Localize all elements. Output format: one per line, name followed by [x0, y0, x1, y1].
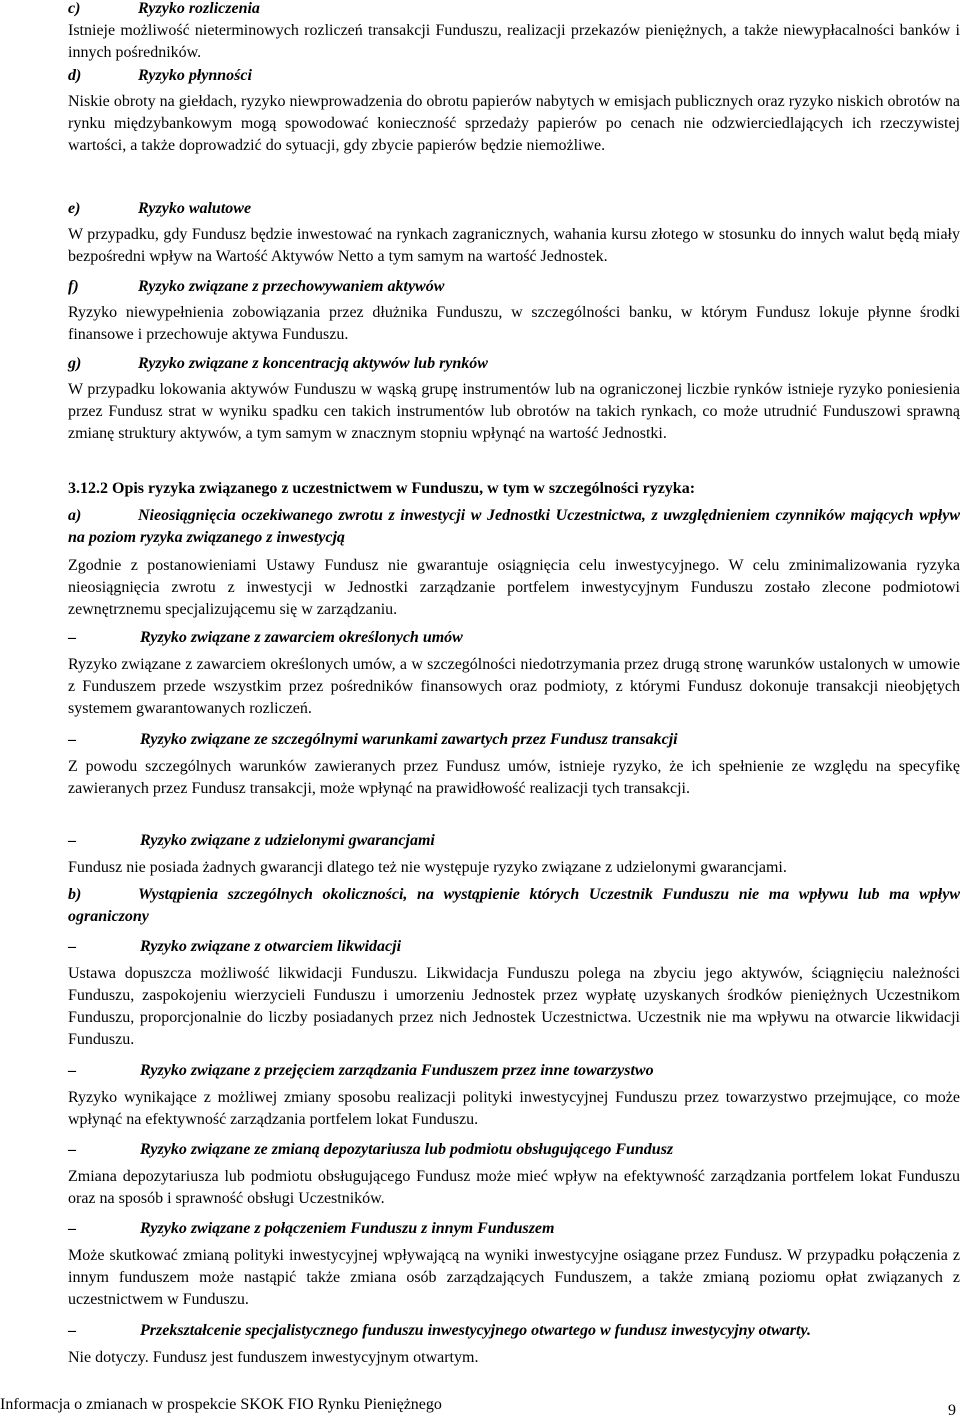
part-label: a) — [68, 507, 82, 524]
section-g — [68, 353, 960, 445]
section-label: g) — [68, 355, 82, 372]
section-heading — [68, 65, 960, 87]
risk-item — [68, 627, 960, 720]
dash-bullet: – — [68, 731, 76, 748]
part-label: b) — [68, 886, 82, 903]
risk-text: Fundusz nie posiada żadnych gwarancji dlatego też nie występuje ryzyko związane z udzielonymi gwarancjami. — [68, 859, 787, 876]
section-label: d) — [68, 67, 82, 84]
part-b — [68, 884, 960, 928]
dash-bullet: – — [68, 938, 76, 955]
risk-title: Ryzyko związane ze zmianą depozytariusza lub podmiotu obsługującego Fundusz — [140, 1141, 674, 1158]
risk-item — [68, 1060, 960, 1131]
dash-bullet: – — [68, 629, 76, 646]
dash-bullet: – — [68, 1322, 76, 1339]
page-number: 9 — [948, 1402, 956, 1419]
section-text: Istnieje możliwość nieterminowych rozliczeń transakcji Funduszu, realizacji przekazów pieniężnych, a także niewypłacalności banków i innych pośredników. — [68, 22, 960, 61]
risk-text: Ryzyko wynikające z możliwej zmiany sposobu realizacji polityki inwestycyjnej Funduszu przez towarzystwo przejmujące, co może wpłynąć na efektywność zarządzania portfelem lokat Funduszu. — [68, 1089, 960, 1128]
section-f — [68, 276, 960, 346]
section-heading — [68, 0, 960, 20]
section-label: e) — [68, 200, 81, 217]
risk-heading — [68, 1139, 960, 1161]
risk-text: Zmiana depozytariusza lub podmiotu obsługującego Fundusz może mieć wpływ na efektywność zarządzania portfelem lokat Funduszu oraz na sposób i sprawność obsługi Uczestników. — [68, 1168, 960, 1207]
dash-bullet: – — [68, 1141, 76, 1158]
dash-bullet: – — [68, 1220, 76, 1237]
part-a — [68, 505, 960, 621]
risk-heading — [68, 1060, 960, 1082]
risk-heading — [68, 936, 960, 958]
risk-heading — [68, 729, 960, 751]
risk-text: Może skutkować zmianą polityki inwestycyjnej wpływającą na wyniki inwestycyjne osiągane przez Fundusz. W przypadku połączenia z innym funduszem może nastąpić także zmiana osób zarządzających Funduszem, a także zmianą poziomu opłat związanych z uczestnictwem w Funduszu. — [68, 1247, 960, 1308]
part-heading — [68, 884, 960, 928]
section-d — [68, 65, 960, 157]
risk-item — [68, 830, 960, 879]
risk-title: Ryzyko związane z otwarciem likwidacji — [140, 938, 402, 955]
section-heading — [68, 198, 960, 220]
section-title: Ryzyko walutowe — [138, 200, 252, 217]
risk-title: Ryzyko związane z połączeniem Funduszu z innym Funduszem — [140, 1220, 555, 1237]
risk-heading — [68, 830, 960, 852]
section-text: Niskie obroty na giełdach, ryzyko niewprowadzenia do obrotu papierów nabytych w emisjach publicznych oraz ryzyko niskich obrotów na rynku międzybankowym mogą spowodować konieczność sprzedaży papierów po cenach nie odzwierciedlających ich rzeczywistej wartości, a także doprowadzić do sytuacji, gdy zbycie papierów będzie niemożliwe. — [68, 93, 960, 154]
risk-item — [68, 1320, 960, 1369]
risk-item — [68, 1139, 960, 1210]
risk-heading — [68, 627, 960, 649]
section-e — [68, 198, 960, 268]
section-title: Ryzyko związane z koncentracją aktywów lub rynków — [138, 355, 488, 372]
section-title: Ryzyko rozliczenia — [138, 0, 260, 17]
section-title: Ryzyko płynności — [138, 67, 252, 84]
section-c — [68, 0, 960, 64]
section-text: W przypadku lokowania aktywów Funduszu w wąską grupę instrumentów lub na ograniczonej liczbie rynków istnieje ryzyko poniesienia przez Fundusz strat w wyniku spadku cen takich instrumentów lub obrotów na takich rynkach, co może utrudnić Funduszowi sprawną zmianę struktury aktywów, a tym samym w znacznym stopniu wpłynąć na wartość Jednostki. — [68, 381, 960, 442]
risk-heading — [68, 1218, 960, 1240]
section-heading — [68, 276, 960, 298]
risk-title: Ryzyko związane z przejęciem zarządzania Funduszem przez inne towarzystwo — [140, 1062, 654, 1079]
risk-text: Ustawa dopuszcza możliwość likwidacji Funduszu. Likwidacja Funduszu polega na zbyciu jego aktywów, ściągnięciu należności Funduszu, zaspokojeniu wierzycieli Funduszu i umorzeniu Jednostek przez wypłatę uzyskanych środków pieniężnych Uczestnikom Funduszu, proporcjonalnie do liczby posiadanych przez nich Jednostek Uczestnictwa. Uczestnik nie ma wpływu na otwarcie likwidacji Funduszu. — [68, 965, 960, 1048]
risk-item — [68, 936, 960, 1051]
risk-text: Z powodu szczególnych warunków zawieranych przez Fundusz umów, istnieje ryzyko, że ich spełnienie ze względu na specyfikę zawieranych przez Fundusz transakcji, może wpłynąć na prawidłowość realizacji tych transakcji. — [68, 758, 960, 797]
part-heading — [68, 505, 960, 549]
section-text: W przypadku, gdy Fundusz będzie inwestować na rynkach zagranicznych, wahania kursu złotego w stosunku do innych walut będą miały bezpośredni wpływ na Wartość Aktywów Netto a tym samym na wartość Jednostek. — [68, 226, 960, 265]
risk-text: Ryzyko związane z zawarciem określonych umów, a w szczególności niedotrzymania przez drugą stronę warunków ustalonych w umowie z Funduszem przede wszystkim przez pośredników finansowych oraz podmioty, z którymi Fundusz dokonuje transakcji nieobjętych systemem gwarantowanych rozliczeń. — [68, 656, 960, 717]
dash-bullet: – — [68, 832, 76, 849]
subsection-title: Opis ryzyka związanego z uczestnictwem w Funduszu, w tym w szczególności ryzyka: — [112, 480, 696, 497]
risk-text: Nie dotyczy. Fundusz jest funduszem inwestycyjnym otwartym. — [68, 1349, 479, 1366]
risk-title: Ryzyko związane z zawarciem określonych umów — [140, 629, 463, 646]
part-title: Nieosiągnięcia oczekiwanego zwrotu z inwestycji w Jednostki Uczestnictwa, z uwzględnieniem czynników mających wpływ na poziom ryzyka związanego z inwestycją — [68, 507, 960, 546]
subsection-number: 3.12.2 — [68, 480, 108, 497]
section-label: c) — [68, 0, 81, 17]
section-label: f) — [68, 278, 79, 295]
risk-title: Ryzyko związane ze szczególnymi warunkami zawartych przez Fundusz transakcji — [140, 731, 678, 748]
section-title: Ryzyko związane z przechowywaniem aktywów — [138, 278, 445, 295]
page-footer: Informacja o zmianach w prospekcie SKOK FIO Rynku Pieniężnego — [0, 1396, 442, 1413]
section-text: Ryzyko niewypełnienia zobowiązania przez dłużnika Funduszu, w szczególności banku, w którym Fundusz lokuje płynne środki finansowe i przechowuje aktywa Funduszu. — [68, 304, 960, 343]
risk-item — [68, 1218, 960, 1311]
risk-title: Ryzyko związane z udzielonymi gwarancjami — [140, 832, 435, 849]
risk-heading — [68, 1320, 960, 1342]
section-heading — [68, 353, 960, 375]
subsection-heading — [68, 478, 960, 500]
part-title: Wystąpienia szczególnych okoliczności, na wystąpienie których Uczestnik Funduszu nie ma wpływu lub ma wpływ ograniczony — [68, 886, 960, 925]
risk-item — [68, 729, 960, 800]
part-text: Zgodnie z postanowieniami Ustawy Fundusz nie gwarantuje osiągnięcia celu inwestycyjnego. W celu zminimalizowania ryzyka nieosiągnięcia zwrotu z inwestycji w Jednostki zarządzanie portfelem inwestycyjnym Funduszu zostało zlecone podmiotowi zewnętrznemu specjalizującemu się w zarządzaniu. — [68, 557, 960, 618]
dash-bullet: – — [68, 1062, 76, 1079]
risk-title: Przekształcenie specjalistycznego funduszu inwestycyjnego otwartego w fundusz inwestycyjny otwarty. — [140, 1322, 811, 1339]
